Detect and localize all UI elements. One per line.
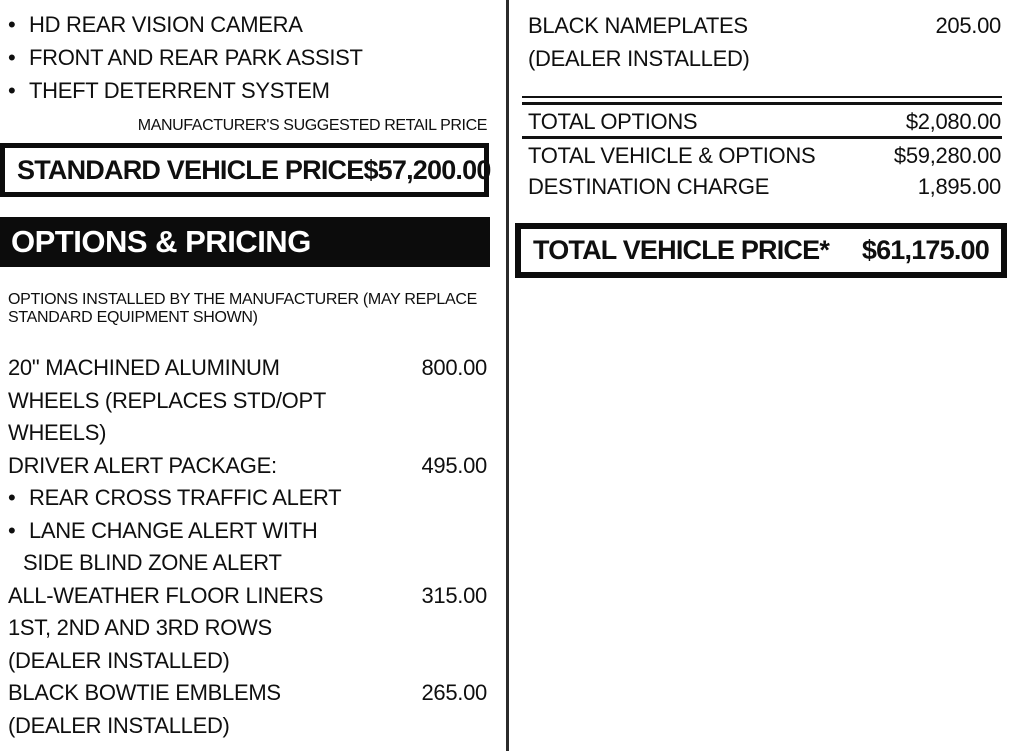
total-label: TOTAL VEHICLE & OPTIONS — [528, 143, 816, 168]
option-name-line: (DEALER INSTALLED) — [8, 712, 230, 738]
bullet-icon: • — [8, 485, 16, 510]
feature-item — [8, 8, 363, 41]
totals-rule-top-thin — [522, 96, 1002, 98]
option-item — [8, 677, 487, 742]
sub-feature-label: REAR CROSS TRAFFIC ALERT — [29, 485, 342, 510]
total-row-options — [528, 108, 1001, 136]
option-name-line: WHEELS (REPLACES STD/OPT — [8, 387, 326, 413]
options-pricing-section-header — [0, 217, 490, 267]
left-column — [0, 0, 490, 751]
total-options-underline — [522, 136, 1002, 139]
total-vehicle-price-amount: $61,175.00 — [861, 235, 989, 265]
option-name-line: 20" MACHINED ALUMINUM — [8, 355, 280, 380]
option-item — [8, 580, 487, 678]
total-amount: $2,080.00 — [905, 109, 1001, 134]
option-item — [528, 9, 1001, 75]
option-name-line: WHEELS) — [8, 420, 107, 445]
note-line: STANDARD EQUIPMENT SHOWN) — [8, 308, 258, 326]
option-price: 265.00 — [421, 680, 487, 705]
option-name-line: BLACK BOWTIE EMBLEMS — [8, 680, 281, 705]
option-price: 315.00 — [421, 582, 487, 608]
option-sub-feature-continuation: SIDE BLIND ZONE ALERT — [23, 550, 282, 575]
option-sub-feature — [8, 515, 341, 548]
right-column — [515, 0, 1007, 751]
bullet-icon: • — [8, 45, 16, 70]
bullet-icon: • — [8, 517, 16, 543]
bullet-icon: • — [8, 12, 16, 37]
total-amount: $59,280.00 — [893, 143, 1001, 168]
feature-label: HD REAR VISION CAMERA — [29, 12, 303, 37]
total-vehicle-price-label: TOTAL VEHICLE PRICE* — [533, 235, 830, 265]
standard-vehicle-price-amount: $57,200.00 — [363, 154, 491, 185]
option-price: 495.00 — [421, 452, 487, 478]
option-price: 205.00 — [935, 13, 1001, 38]
feature-item — [8, 41, 363, 74]
total-row-vehicle-options — [528, 142, 1001, 170]
total-vehicle-price-box — [515, 223, 1007, 278]
total-row-destination-charge — [528, 173, 1001, 201]
sub-feature-label: LANE CHANGE ALERT WITH — [29, 517, 318, 543]
option-name-line: ALL-WEATHER FLOOR LINERS — [8, 582, 324, 608]
option-name-line: DRIVER ALERT PACKAGE: — [8, 452, 277, 478]
option-price: 800.00 — [421, 355, 487, 380]
option-item — [8, 450, 487, 580]
option-item — [8, 352, 487, 450]
option-name-line: BLACK NAMEPLATES — [528, 13, 748, 38]
option-name — [8, 450, 341, 580]
option-name — [8, 677, 281, 742]
msrp-heading: MANUFACTURER'S SUGGESTED RETAIL PRICE — [137, 117, 487, 134]
option-name — [528, 9, 750, 75]
option-name-line: (DEALER INSTALLED) — [528, 46, 750, 71]
total-label: DESTINATION CHARGE — [528, 174, 770, 199]
manufacturer-options-note — [8, 291, 477, 326]
totals-rule-top — [522, 102, 1002, 105]
manufacturer-options-list — [8, 352, 487, 742]
option-name-line: 1ST, 2ND AND 3RD ROWS — [8, 615, 272, 640]
total-amount: 1,895.00 — [917, 174, 1001, 199]
feature-label: THEFT DETERRENT SYSTEM — [29, 78, 330, 103]
standard-features-list — [8, 8, 363, 107]
standard-vehicle-price-box — [0, 143, 489, 197]
feature-label: FRONT AND REAR PARK ASSIST — [29, 45, 363, 70]
note-line: OPTIONS INSTALLED BY THE MANUFACTURER (MAY REPLACE — [8, 291, 477, 308]
standard-vehicle-price-label: STANDARD VEHICLE PRICE — [17, 154, 364, 185]
total-label: TOTAL OPTIONS — [528, 109, 698, 134]
option-sub-feature — [8, 482, 341, 515]
section-header-label: OPTIONS & PRICING — [11, 224, 311, 259]
option-name-line: (DEALER INSTALLED) — [8, 647, 230, 673]
bullet-icon: • — [8, 78, 16, 103]
option-name — [8, 352, 326, 450]
feature-item — [8, 74, 363, 107]
option-name — [8, 580, 323, 678]
column-divider — [506, 0, 509, 751]
